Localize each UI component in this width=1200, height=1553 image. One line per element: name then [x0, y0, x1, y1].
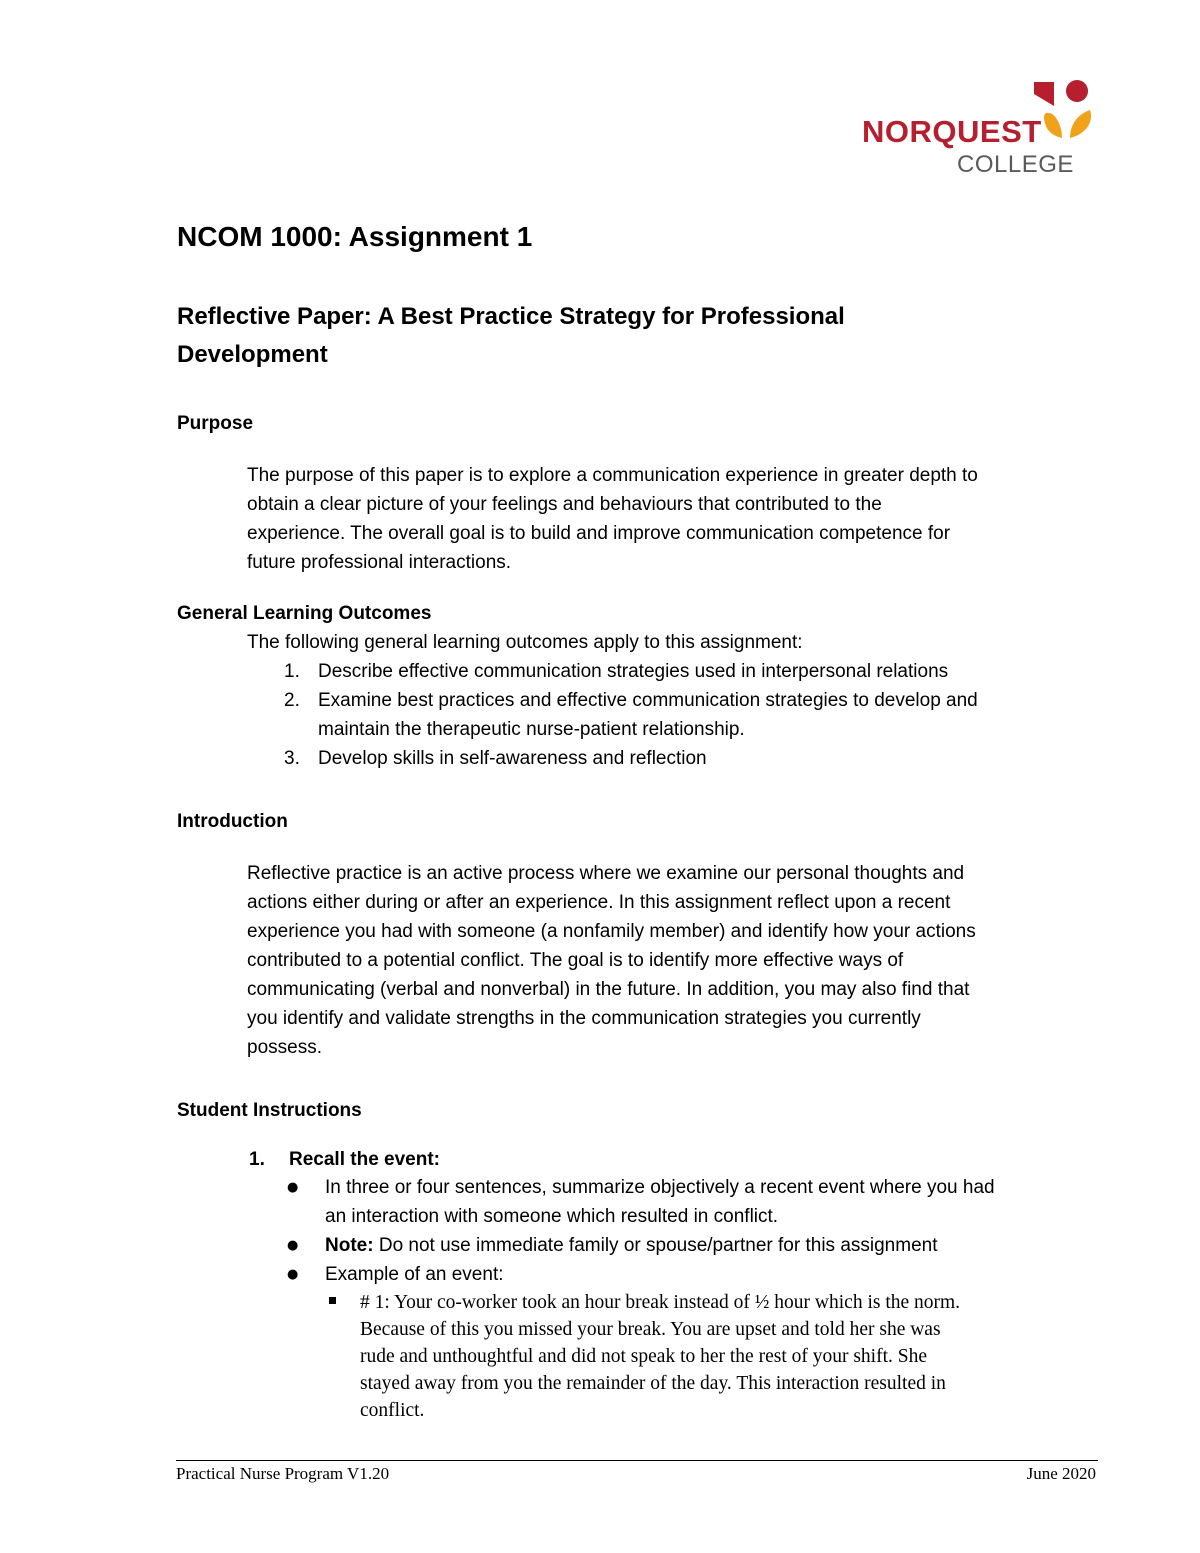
logo-text-college: COLLEGE	[957, 151, 1074, 178]
footer-program: Practical Nurse Program V1.20	[176, 1464, 390, 1483]
document-subtitle-line-2: Development	[177, 341, 328, 368]
outcome-item-2-line-2: maintain the therapeutic nurse-patient relationship.	[318, 719, 745, 740]
introduction-line-7: possess.	[247, 1037, 322, 1058]
introduction-line-1: Reflective practice is an active process where we examine our personal thoughts and	[247, 863, 965, 884]
norquest-logo-mark-icon	[1034, 78, 1098, 152]
purpose-line-1: The purpose of this paper is to explore a communication experience in greater depth to	[247, 465, 978, 486]
instruction-step-number: 1.	[249, 1149, 265, 1170]
instruction-step-1-label: Recall the event:	[289, 1149, 440, 1170]
footer-date: June 2020	[1026, 1464, 1096, 1483]
outcome-item-2-line-1: Examine best practices and effective communication strategies to develop and	[318, 690, 978, 711]
introduction-line-6: you identify and validate strengths in the communication strategies you currently	[247, 1008, 921, 1029]
example-line-4: stayed away from you the remainder of the day. This interaction resulted in	[360, 1373, 946, 1394]
outcome-item-1: Describe effective communication strategies used in interpersonal relations	[318, 661, 949, 682]
footer-divider	[176, 1460, 1098, 1461]
bullet-icon: ●	[287, 1238, 299, 1253]
step-1-bullet-1-line-1: In three or four sentences, summarize objectively a recent event where you had	[325, 1177, 995, 1198]
document-title: NCOM 1000: Assignment 1	[177, 221, 533, 252]
note-label: Note:	[325, 1235, 374, 1256]
example-line-1: # 1: Your co-worker took an hour break instead of ½ hour which is the norm.	[360, 1292, 961, 1313]
outcome-number: 3.	[284, 748, 300, 769]
document-subtitle-line-1: Reflective Paper: A Best Practice Strategy for Professional	[177, 303, 845, 330]
logo-text-norquest: NORQUEST	[862, 114, 1042, 149]
outcomes-intro: The following general learning outcomes apply to this assignment:	[247, 632, 803, 653]
example-line-3: rude and unthoughtful and did not speak to her the rest of your shift. She	[360, 1346, 928, 1367]
introduction-line-2: actions either during or after an experience. In this assignment reflect upon a recent	[247, 892, 951, 913]
outcome-number: 1.	[284, 661, 300, 682]
bullet-icon: ●	[287, 1267, 299, 1282]
purpose-line-2: obtain a clear picture of your feelings and behaviours that contributed to the	[247, 494, 882, 515]
bullet-icon: ●	[287, 1180, 299, 1195]
example-line-5: conflict.	[360, 1400, 425, 1421]
purpose-line-3: experience. The overall goal is to build and improve communication competence for	[247, 523, 951, 544]
note-text: Do not use immediate family or spouse/partner for this assignment	[373, 1235, 938, 1256]
example-line-2: Because of this you missed your break. You are upset and told her she was	[360, 1319, 941, 1340]
outcome-item-3: Develop skills in self-awareness and reflection	[318, 748, 707, 769]
step-1-bullet-2	[325, 1231, 938, 1260]
introduction-line-4: contributed to a potential conflict. The goal is to identify more effective ways of	[247, 950, 904, 971]
purpose-heading: Purpose	[177, 413, 254, 434]
norquest-college-logo	[862, 78, 1098, 180]
introduction-line-3: experience you had with someone (a nonfamily member) and identify how your actions	[247, 921, 976, 942]
step-1-bullet-1-line-2: an interaction with someone which resulted in conflict.	[325, 1206, 779, 1227]
outcomes-heading: General Learning Outcomes	[177, 603, 432, 624]
step-1-bullet-3: Example of an event:	[325, 1264, 504, 1285]
purpose-line-4: future professional interactions.	[247, 552, 512, 573]
square-bullet-icon	[329, 1297, 336, 1304]
outcome-number: 2.	[284, 690, 300, 711]
introduction-line-5: communicating (verbal and nonverbal) in the future. In addition, you may also find that	[247, 979, 970, 1000]
instructions-heading: Student Instructions	[177, 1100, 362, 1121]
introduction-heading: Introduction	[177, 811, 288, 832]
